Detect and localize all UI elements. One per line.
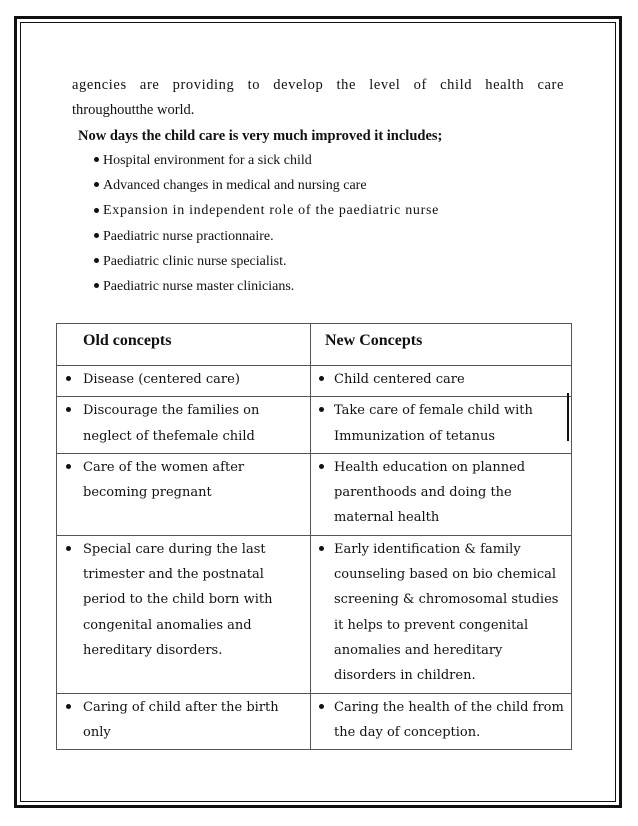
new-concept-cell: Child centered care: [311, 366, 571, 396]
table-header-row: [57, 324, 572, 366]
concepts-table: [56, 323, 572, 750]
table-row: [57, 693, 572, 750]
bullet-icon: [94, 233, 99, 238]
bullet-icon: [94, 283, 99, 288]
intro-line-1: agencies are providing to develop the level of child health care: [72, 77, 564, 93]
list-item: Expansion in independent role of the paediatric nurse: [94, 198, 439, 223]
bullet-icon: [66, 704, 71, 709]
table-row: [57, 397, 572, 454]
list-item: Hospital environment for a sick child: [94, 148, 439, 173]
bullet-icon: [319, 376, 324, 381]
table-row: [57, 535, 572, 693]
improvements-heading: Now days the child care is very much improved it includes;: [78, 128, 443, 144]
table-row: [57, 453, 572, 535]
bullet-icon: [66, 546, 71, 551]
bullet-icon: [319, 464, 324, 469]
improvements-list: [94, 148, 439, 299]
old-concept-cell: Care of the women after becoming pregnant: [57, 454, 310, 510]
old-concept-cell: Caring of child after the birth only: [57, 694, 310, 750]
old-concept-cell: Discourage the families on neglect of thefemale child: [57, 397, 310, 453]
bullet-icon: [94, 258, 99, 263]
new-concept-cell: Early identification & family counseling based on bio chemical screening & chromosomal studies it helps to prevent congenital anomalies and hereditary disorders in children.: [311, 536, 571, 693]
bullet-icon: [94, 157, 99, 162]
list-item: Paediatric nurse master clinicians.: [94, 274, 439, 299]
list-item: Advanced changes in medical and nursing care: [94, 173, 439, 198]
old-concept-cell: Disease (centered care): [57, 366, 310, 396]
new-concept-cell: Take care of female child with Immunization of tetanus: [311, 397, 571, 453]
bullet-icon: [94, 182, 99, 187]
old-concept-cell: Special care during the last trimester and the postnatal period to the child born with congenital anomalies and hereditary disorders.: [57, 536, 310, 667]
list-item: Paediatric clinic nurse specialist.: [94, 249, 439, 274]
bullet-icon: [319, 407, 324, 412]
new-concept-cell: Health education on planned parenthoods and doing the maternal health: [311, 454, 571, 535]
bullet-icon: [319, 704, 324, 709]
bullet-icon: [319, 546, 324, 551]
table-row: [57, 366, 572, 397]
header-old-concepts: Old concepts: [57, 324, 311, 366]
bullet-icon: [66, 407, 71, 412]
new-concept-cell: Caring the health of the child from the day of conception.: [311, 694, 571, 750]
bullet-icon: [66, 464, 71, 469]
cell-edge-rule: [567, 393, 569, 441]
header-new-concepts: New Concepts: [311, 324, 572, 366]
bullet-icon: [94, 208, 99, 213]
intro-line-2: throughoutthe world.: [72, 102, 195, 118]
list-item: Paediatric nurse practionnaire.: [94, 224, 439, 249]
bullet-icon: [66, 376, 71, 381]
